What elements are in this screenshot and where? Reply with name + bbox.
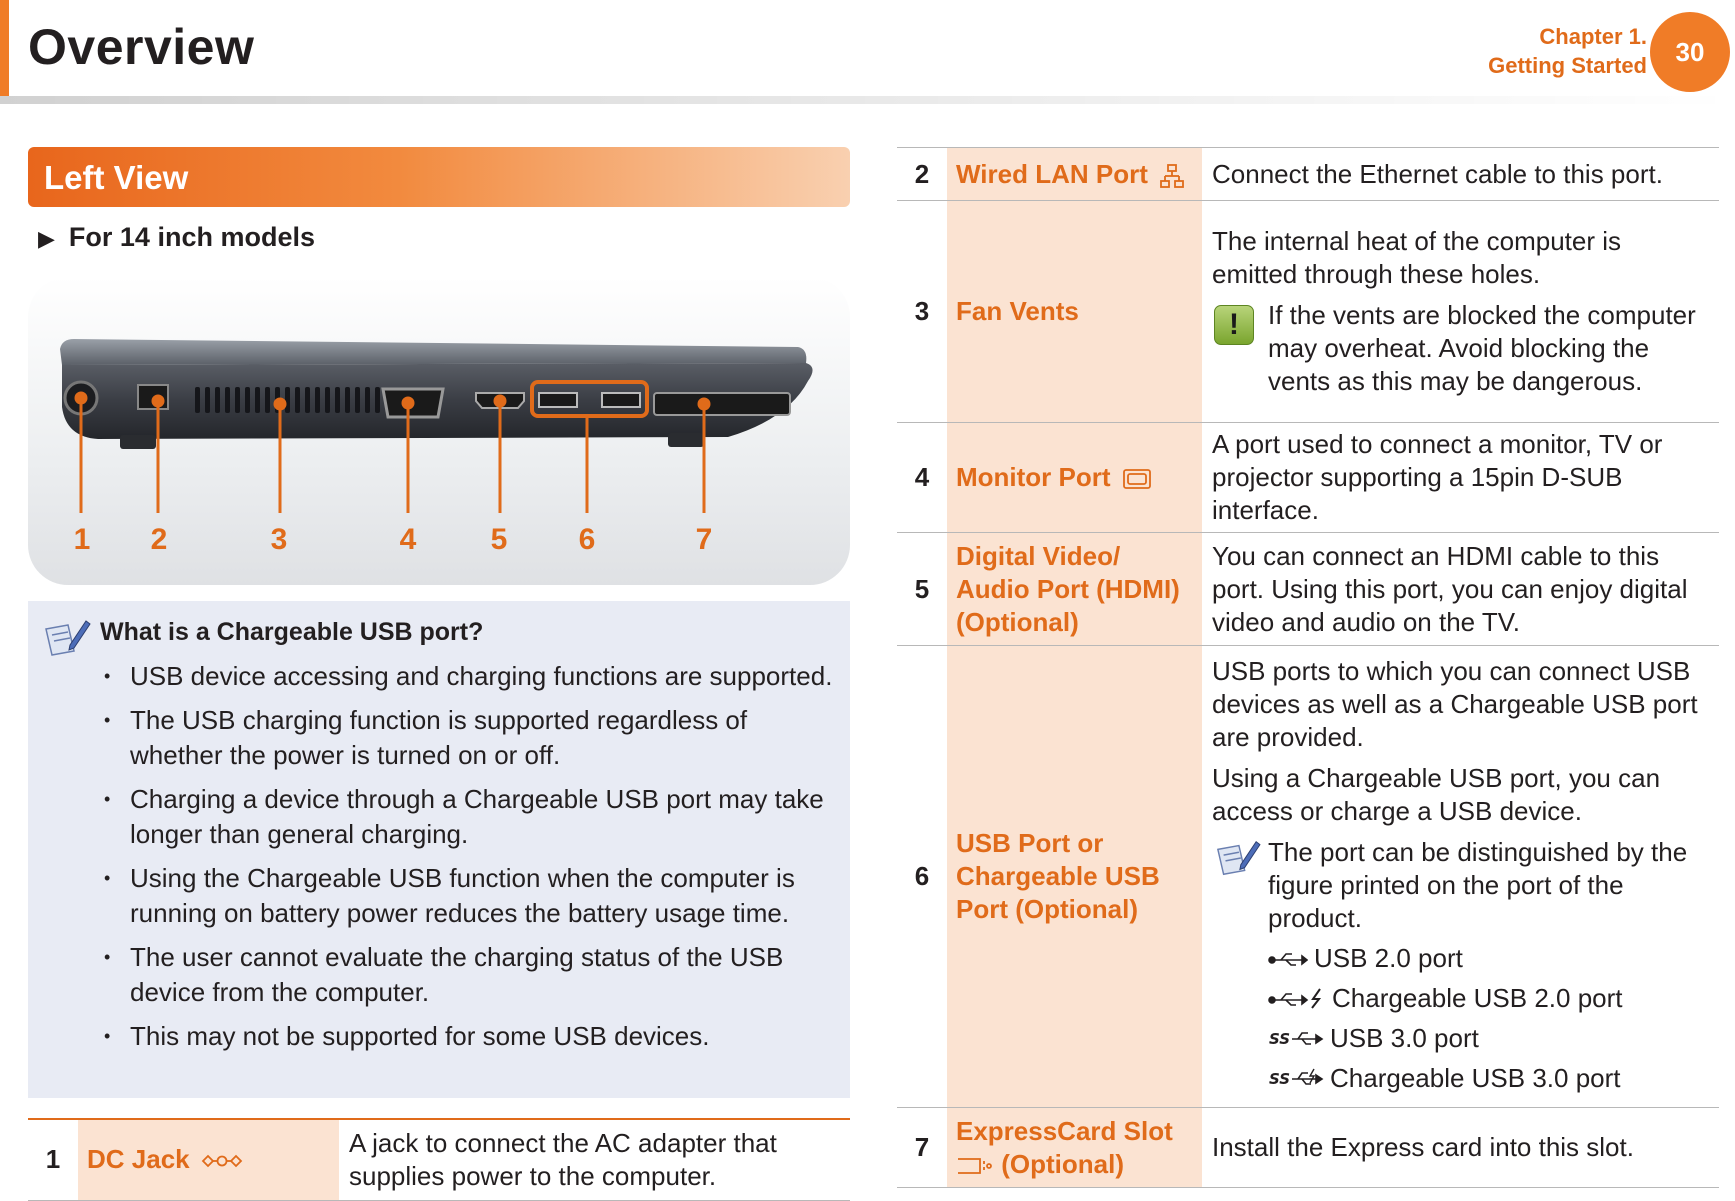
play-arrow-icon: ▶: [38, 226, 55, 251]
usb-symbol-legend: [1268, 941, 1711, 1095]
port-name: USB Port or Chargeable USB Port (Optional): [956, 828, 1160, 924]
port-name: Fan Vents: [956, 296, 1079, 326]
port-name-cell: [947, 201, 1202, 423]
chapter-title: Getting Started: [1488, 53, 1647, 78]
port-description: You can connect an HDMI cable to this port. Using this port, you can enjoy digital video and audio on the TV.: [1202, 533, 1719, 646]
port-name: Wired LAN Port: [956, 158, 1148, 189]
note-list: [102, 659, 842, 1063]
port-name: Digital Video/ Audio Port (HDMI) (Optional): [956, 540, 1180, 637]
table-row: [897, 148, 1719, 201]
chargeable-usb-2-icon: [1268, 987, 1326, 1009]
chapter-number: Chapter 1.: [1539, 24, 1647, 49]
laptop-side-illustration: [28, 277, 850, 585]
usb-legend-label: Chargeable USB 3.0 port: [1330, 1062, 1621, 1093]
svg-text:SS: SS: [1269, 1069, 1291, 1088]
callout-1: 1: [73, 523, 91, 556]
list-item: • The user cannot evaluate the charging status of the USB device from the computer.: [102, 940, 842, 1010]
note-pencil-icon: [1212, 836, 1262, 880]
table-row: [897, 201, 1719, 423]
warning-icon: !: [1214, 305, 1254, 345]
usb-info-note: [1212, 836, 1711, 1099]
laptop-illustration-panel: [28, 277, 850, 585]
svg-text:SS: SS: [1269, 1029, 1291, 1048]
table-row: [897, 646, 1719, 1108]
port-description: A port used to connect a monitor, TV or projector supporting a 15pin D-SUB interface.: [1202, 423, 1719, 533]
list-item: • This may not be supported for some USB devices.: [102, 1019, 842, 1054]
callout-6: 6: [578, 523, 596, 556]
usb-legend-item: [1268, 1061, 1711, 1095]
port-name: Monitor Port: [956, 462, 1111, 492]
warning-note: [1212, 299, 1711, 398]
port-name-cell: [947, 533, 1202, 646]
chapter-label: [1488, 22, 1647, 80]
port-name: DC Jack: [87, 1144, 190, 1175]
table-row: [897, 423, 1719, 533]
row-number: 2: [897, 148, 947, 201]
network-icon: [1159, 163, 1185, 189]
port-description: A jack to connect the AC adapter that supplies power to the computer.: [339, 1120, 850, 1200]
table-row: [897, 1108, 1719, 1188]
usb-legend-item: [1268, 941, 1711, 975]
section-title: Left View: [44, 159, 189, 196]
list-item: • USB device accessing and charging functions are supported.: [102, 659, 842, 694]
callout-4: 4: [399, 523, 417, 556]
note-title: What is a Chargeable USB port?: [100, 618, 484, 646]
port-table-left: [28, 1120, 850, 1201]
port-description: Connect the Ethernet cable to this port.: [1202, 148, 1719, 201]
port-name-cell: [947, 423, 1202, 533]
list-item: • The USB charging function is supported regardless of whether the power is turned on or off.: [102, 703, 842, 773]
usb-legend-item: [1268, 981, 1711, 1015]
chargeable-usb-3-icon: [1268, 1067, 1324, 1089]
warning-text: If the vents are blocked the computer may overheat. Avoid blocking the vents as this may be dangerous.: [1268, 300, 1696, 396]
table-row: [28, 1120, 850, 1200]
chargeable-usb-note: [28, 601, 850, 1098]
usb-info-text: The port can be distinguished by the figure printed on the port of the product.: [1268, 836, 1688, 933]
callout-3: 3: [270, 523, 288, 556]
port-description: Using a Chargeable USB port, you can access or charge a USB device.: [1212, 762, 1661, 826]
list-item: • Using the Chargeable USB function when the computer is running on battery power reduces the battery usage time.: [102, 861, 842, 931]
usb-legend-item: [1268, 1021, 1711, 1055]
row-number: 1: [28, 1120, 78, 1200]
header-accent-bar: [0, 0, 9, 96]
row-number: 7: [897, 1108, 947, 1188]
note-pencil-icon: [40, 615, 92, 661]
usb-legend-label: USB 3.0 port: [1330, 1022, 1479, 1053]
port-name-cell: [947, 646, 1202, 1108]
table-row: [897, 533, 1719, 646]
port-name-cell: [947, 148, 1202, 201]
usb-3-icon: [1268, 1027, 1324, 1049]
port-description-cell: [1202, 646, 1719, 1108]
row-number: 5: [897, 533, 947, 646]
page-title: Overview: [28, 19, 255, 75]
row-number: 3: [897, 201, 947, 423]
port-description: The internal heat of the computer is emitted through these holes.: [1212, 226, 1622, 289]
usb-legend-label: USB 2.0 port: [1314, 942, 1463, 973]
callout-5: 5: [490, 523, 508, 556]
port-name-suffix: (Optional): [1001, 1148, 1124, 1179]
sub-heading: [38, 222, 315, 253]
header-divider: [0, 96, 1735, 104]
callout-7: 7: [695, 523, 713, 556]
usb-legend-label: Chargeable USB 2.0 port: [1332, 982, 1623, 1013]
monitor-icon: [1122, 468, 1152, 490]
port-name-cell: [947, 1108, 1202, 1188]
port-description: Install the Express card into this slot.: [1202, 1108, 1719, 1188]
row-number: 4: [897, 423, 947, 533]
port-description-cell: [1202, 201, 1719, 423]
list-item: • Charging a device through a Chargeable USB port may take longer than general charging.: [102, 782, 842, 852]
row-number: 6: [897, 646, 947, 1108]
callout-2: 2: [150, 523, 168, 556]
usb-info-body: [1268, 836, 1711, 1099]
expresscard-icon: [956, 1155, 994, 1177]
port-name-cell: [78, 1120, 339, 1200]
usb-2-icon: [1268, 949, 1308, 967]
port-name: ExpressCard Slot: [956, 1115, 1173, 1146]
page-number-badge: 30: [1650, 12, 1730, 92]
port-table-right: [897, 147, 1719, 1188]
port-description: USB ports to which you can connect USB devices as well as a Chargeable USB port are provided.: [1212, 655, 1698, 752]
section-title-bar: [28, 147, 850, 207]
dc-polarity-icon: [201, 1152, 243, 1170]
sub-heading-text: For 14 inch models: [68, 222, 315, 252]
